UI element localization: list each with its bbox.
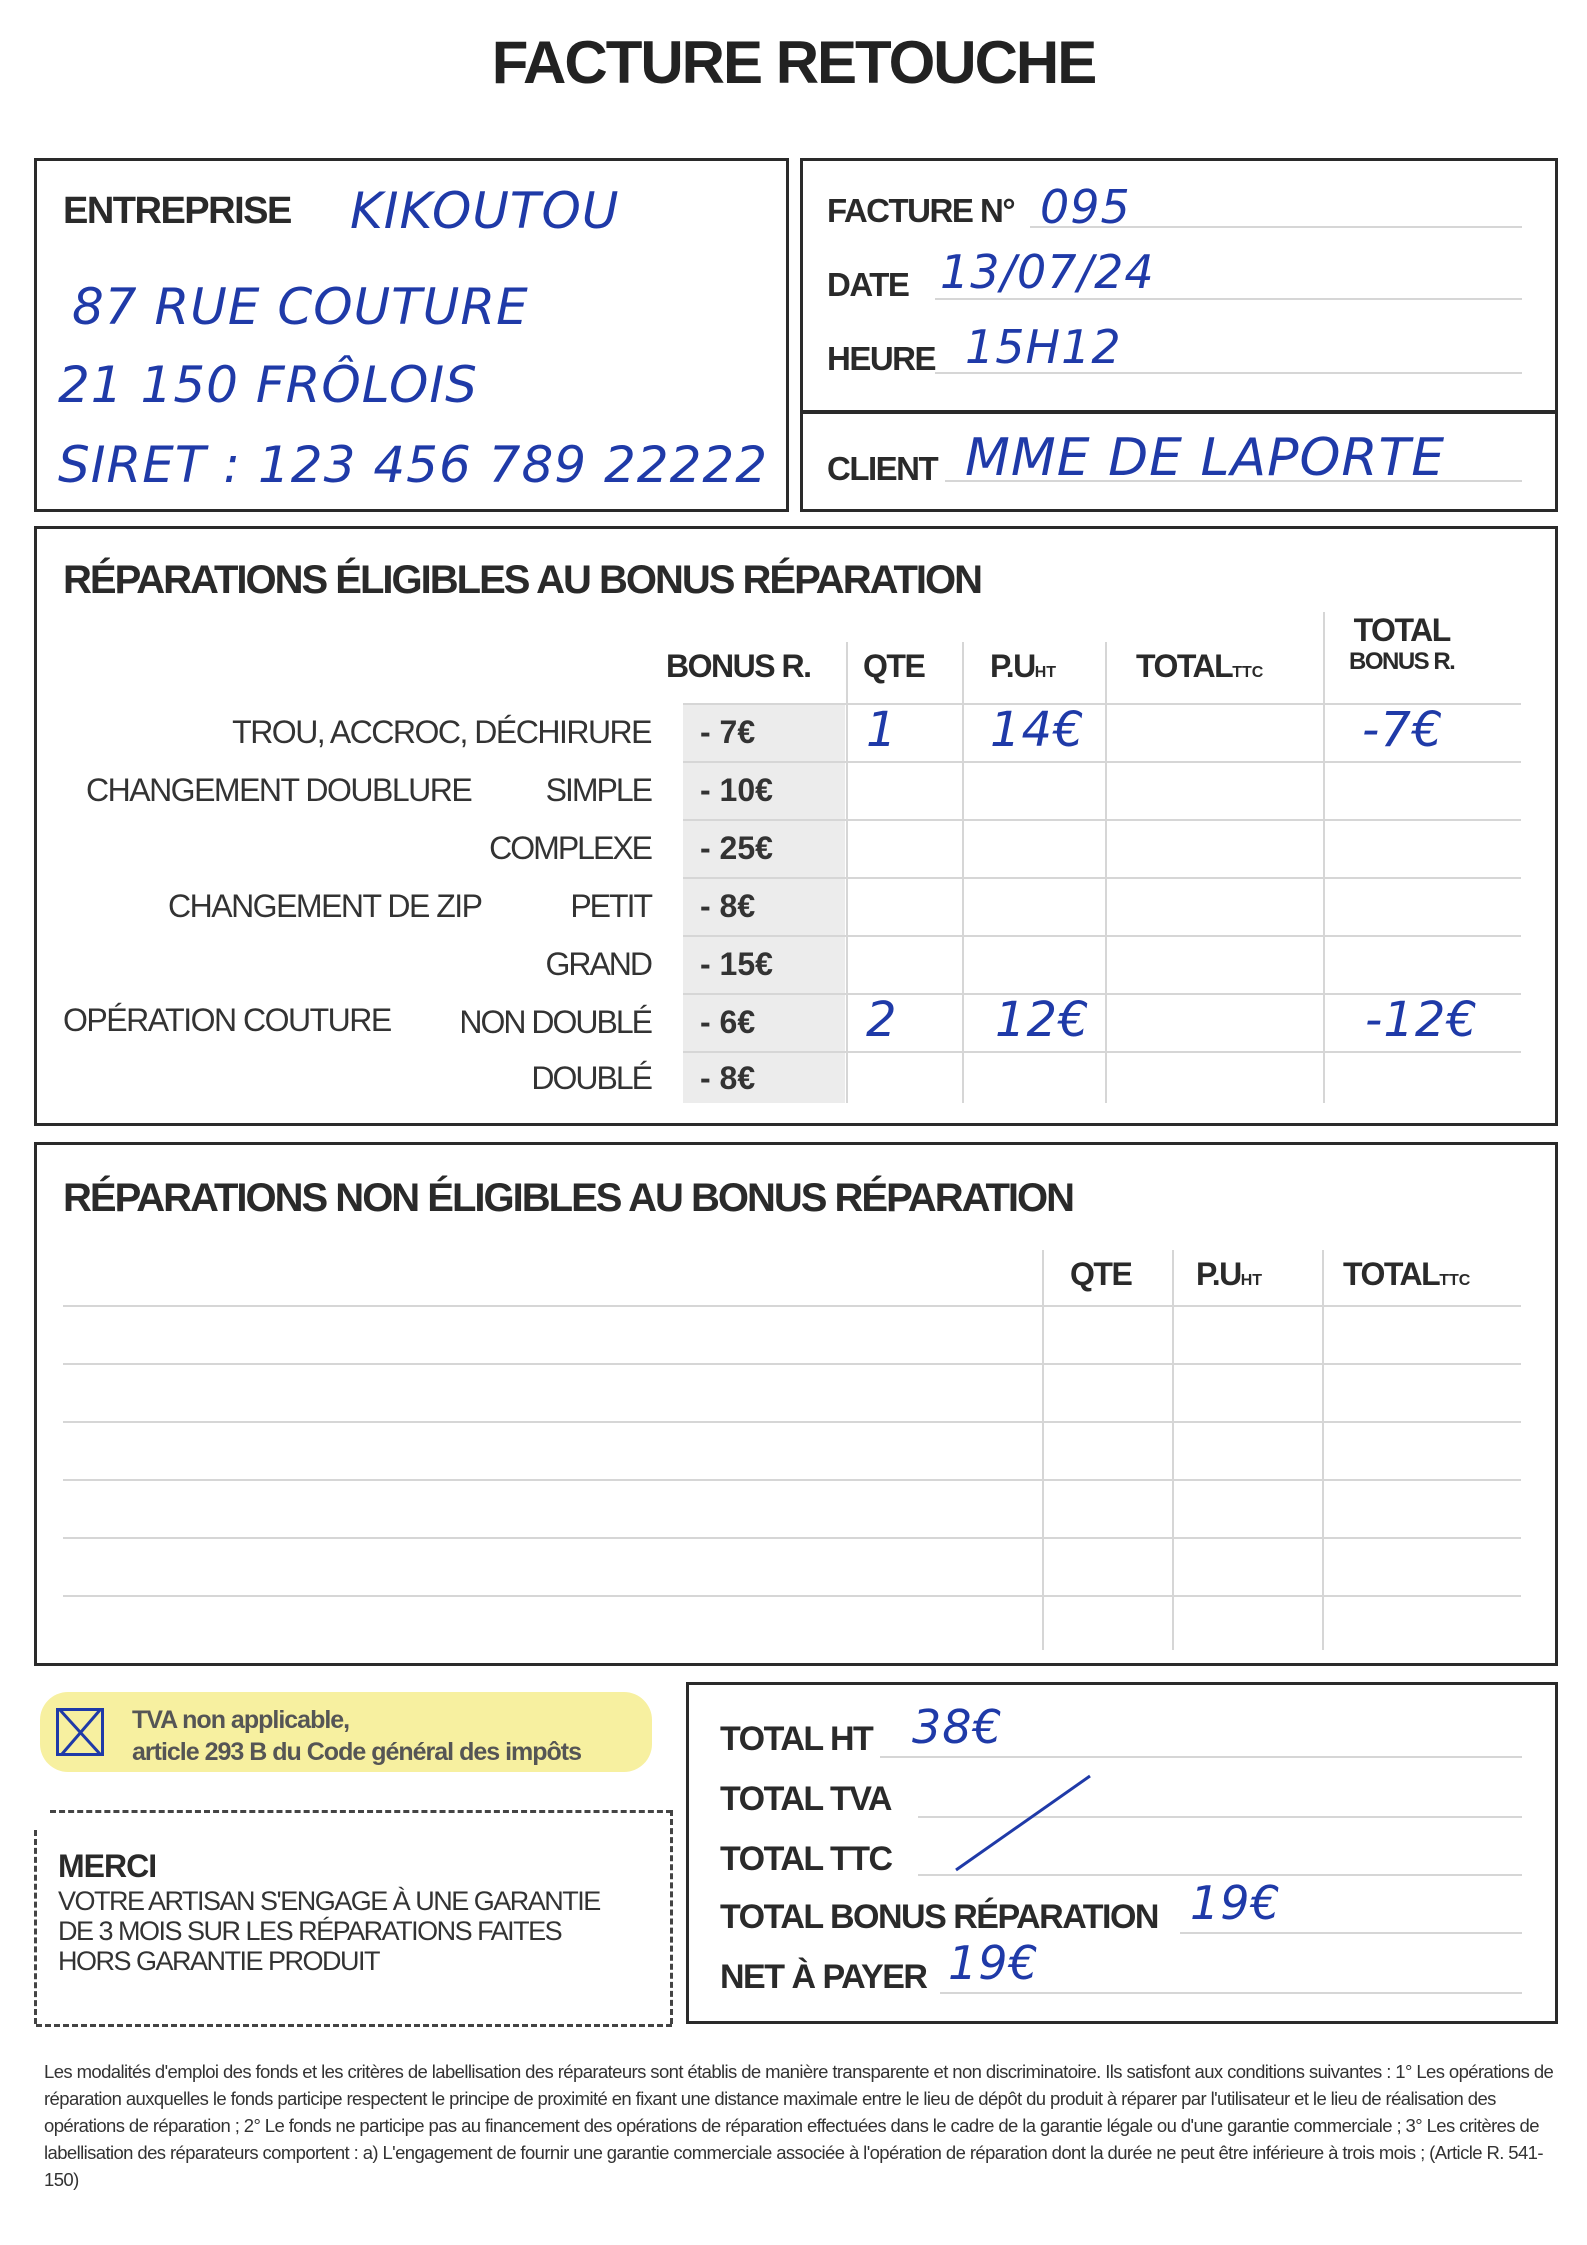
company-address: 87 RUE COUTURE: [72, 278, 529, 336]
merci-box-top: [50, 1810, 672, 1813]
header-pu: [990, 648, 1056, 685]
invoice-time: 15H12: [965, 320, 1122, 374]
merci-title: MERCI: [58, 1848, 157, 1884]
tva-note-line1: TVA non applicable,: [132, 1706, 350, 1734]
ne-header-total-sub: TTC: [1439, 1272, 1471, 1289]
header-qty: QTE: [863, 648, 925, 684]
row-bonus-lining-simple: - 10€: [700, 772, 773, 808]
company-label: ENTREPRISE: [63, 190, 291, 232]
tva-checkbox[interactable]: [56, 1708, 104, 1756]
row-category-lining: CHANGEMENT DOUBLURE: [86, 772, 472, 808]
total-bonus-value: 19€: [1190, 1876, 1281, 1930]
row-bonus-zip-large: - 15€: [700, 946, 773, 982]
total-tva-label: TOTAL TVA: [720, 1780, 891, 1818]
row-total-bonus-tear: -7€: [1362, 702, 1444, 758]
checkmark-x-icon: [56, 1708, 104, 1756]
row-variant-lining-simple: SIMPLE: [545, 772, 651, 808]
row-variant-sewing-unlined: NON DOUBLÉ: [459, 1004, 651, 1040]
client-label: CLIENT: [827, 450, 938, 487]
net-to-pay-label: NET À PAYER: [720, 1958, 927, 1996]
merci-box-bottom: [36, 2024, 672, 2027]
row-variant-lining-complex: COMPLEXE: [489, 830, 651, 866]
total-ht-value: 38€: [912, 1700, 1003, 1754]
invoice-number: 095: [1040, 180, 1131, 234]
company-city: 21 150 FRÔLOIS: [58, 356, 478, 414]
row-bonus-zip-small: - 8€: [700, 888, 756, 924]
row-pu-tear: 14€: [990, 702, 1085, 758]
strike-slash-icon: [950, 1770, 1100, 1880]
row-pu-sewing: 12€: [995, 992, 1090, 1048]
header-total-text: TOTAL: [1136, 648, 1233, 684]
merci-line3: HORS GARANTIE PRODUIT: [58, 1946, 380, 1976]
row-category-tear: TROU, ACCROC, DÉCHIRURE: [232, 714, 651, 750]
invoice-date: 13/07/24: [940, 245, 1155, 299]
merci-box-right: [670, 1810, 673, 2024]
header-total-bonus-line2: BONUS R.: [1349, 648, 1455, 675]
merci-line2: DE 3 MOIS SUR LES RÉPARATIONS FAITES: [58, 1916, 562, 1946]
company-siret: SIRET : 123 456 789 22222: [58, 436, 769, 494]
header-bonus: BONUS R.: [666, 648, 811, 684]
page-title: FACTURE RETOUCHE: [491, 29, 1096, 96]
total-bonus-label: TOTAL BONUS RÉPARATION: [720, 1898, 1158, 1936]
row-category-zip: CHANGEMENT DE ZIP: [168, 888, 482, 924]
date-label: DATE: [827, 266, 909, 303]
row-variant-zip-small: PETIT: [570, 888, 651, 924]
ne-header-pu-text: P.U: [1196, 1256, 1241, 1292]
ne-header-pu-sub: HT: [1240, 1272, 1263, 1289]
ne-header-total: [1343, 1256, 1470, 1293]
non-eligible-section-title: RÉPARATIONS NON ÉLIGIBLES AU BONUS RÉPARATION: [63, 1176, 1074, 1220]
row-bonus-sewing-unlined: - 6€: [700, 1004, 756, 1040]
header-pu-text: P.U: [990, 648, 1035, 684]
time-label: HEURE: [827, 340, 936, 377]
eligible-section-title: RÉPARATIONS ÉLIGIBLES AU BONUS RÉPARATION: [63, 558, 982, 602]
tva-note-line2: article 293 B du Code général des impôts: [132, 1738, 582, 1766]
merci-box-left: [34, 1830, 37, 2024]
row-qty-tear: 1: [866, 702, 898, 758]
merci-line1: VOTRE ARTISAN S'ENGAGE À UNE GARANTIE: [58, 1886, 600, 1916]
ne-header-total-text: TOTAL: [1343, 1256, 1440, 1292]
total-ht-label: TOTAL HT: [720, 1720, 873, 1758]
header-pu-sub: HT: [1034, 664, 1057, 681]
header-total-bonus-line1: TOTAL: [1353, 612, 1450, 648]
ne-header-qty: QTE: [1070, 1256, 1132, 1292]
row-total-bonus-sewing: -12€: [1365, 992, 1478, 1048]
ne-header-pu: [1196, 1256, 1262, 1293]
header-total-bonus: [1349, 614, 1454, 678]
header-total: [1136, 648, 1263, 685]
row-variant-zip-large: GRAND: [545, 946, 651, 982]
legal-footer: Les modalités d'emploi des fonds et les critères de labellisation des réparateurs sont établis de manière transparente et non discriminatoire. Ils satisfont aux conditions suivantes : 1° Les opérations de réparation auxquelles le fonds participe respectent le principe de proximité en fixant une distance maximale entre le lieu de dépôt du produit à réparer par l'utilisateur et le lieu de réalisation des opérations de réparation ; 2° Le fonds ne participe pas au financement des opérations de réparation effectuées dans le cadre de la garantie légale ou d'une garantie commerciale ; 3° Les critères de labellisation des réparateurs comportent : a) L'engagement de fournir une garantie commerciale associée à l'opération de réparation dont la durée ne peut être inférieure à trois mois ; (Article R. 541-150): [44, 2061, 1554, 2190]
row-qty-sewing: 2: [866, 992, 898, 1048]
net-to-pay-value: 19€: [948, 1936, 1039, 1990]
row-category-sewing: OPÉRATION COUTURE: [63, 1002, 391, 1038]
company-name: KIKOUTOU: [350, 182, 620, 240]
invoice-number-label: FACTURE N°: [827, 192, 1015, 229]
row-variant-sewing-lined: DOUBLÉ: [531, 1060, 651, 1096]
row-bonus-sewing-lined: - 8€: [700, 1060, 756, 1096]
header-total-sub: TTC: [1232, 664, 1264, 681]
client-name: MME DE LAPORTE: [965, 428, 1446, 488]
row-bonus-lining-complex: - 25€: [700, 830, 773, 866]
row-bonus-tear: - 7€: [700, 714, 756, 750]
total-ttc-label: TOTAL TTC: [720, 1840, 892, 1878]
